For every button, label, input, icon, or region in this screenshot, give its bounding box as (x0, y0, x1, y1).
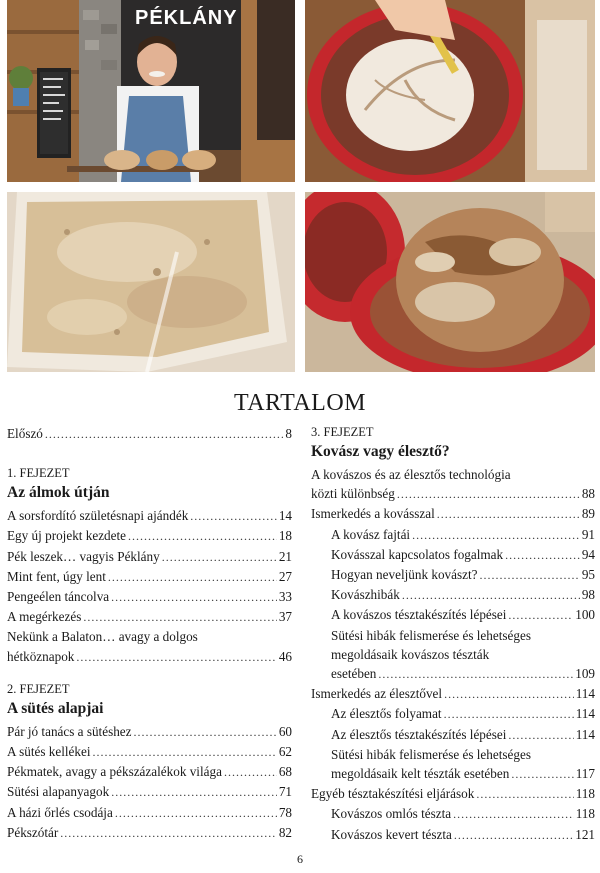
toc-entry-title-line: Sütési hibák felismerése és lehetséges (331, 627, 531, 643)
toc-entry-page: 91 (581, 526, 595, 542)
toc-subentry[interactable] (311, 825, 595, 845)
toc-leader-dots (508, 726, 573, 745)
toc-entry-page: 27 (278, 568, 292, 584)
toc-subentry[interactable] (311, 525, 595, 545)
toc-entry-page: 21 (278, 548, 292, 564)
toc-leader-dots (437, 505, 580, 524)
scoring-dough-photo (305, 0, 595, 182)
toc-entry[interactable] (7, 803, 292, 823)
dough-in-container-photo (7, 192, 295, 372)
toc-entry-title: Pár jó tanács a sütéshez (7, 723, 132, 739)
toc-entry-page: 118 (575, 786, 595, 802)
toc-leader-dots (511, 765, 573, 784)
toc-right-column (311, 424, 595, 845)
baked-loaf-photo (305, 192, 595, 372)
toc-leader-dots (454, 826, 573, 845)
toc-leader-dots (111, 588, 277, 607)
toc-entry-page: 46 (278, 648, 292, 664)
page-number: 6 (297, 852, 303, 866)
toc-leader-dots (444, 705, 574, 724)
toc-entry-title: Ismerkedés az élesztővel (311, 686, 443, 702)
toc-entry[interactable] (311, 784, 595, 804)
toc-subentry[interactable] (311, 704, 595, 724)
toc-entry-page: 68 (278, 764, 292, 780)
toc-entry-page: 95 (581, 567, 595, 583)
toc-entry[interactable] (7, 547, 292, 567)
toc-entry-title-line: megoldásaik kelt tészták esetében (331, 766, 510, 782)
toc-leader-dots (108, 568, 277, 587)
toc-subentry[interactable] (311, 804, 595, 824)
toc-leader-dots (412, 526, 580, 545)
toc-entry[interactable] (7, 762, 292, 782)
toc-entry-page: 114 (575, 706, 595, 722)
toc-entry-page: 37 (278, 609, 292, 625)
toc-heading: TARTALOM (233, 390, 367, 416)
toc-entry-title: Az élesztős tésztakészítés lépései (331, 726, 507, 742)
toc-leader-dots (162, 548, 277, 567)
toc-entry-title: Kovászhibák (331, 587, 400, 603)
toc-leader-dots (76, 648, 276, 667)
toc-entry-title: Pékszótár (7, 824, 59, 840)
toc-entry-page: 98 (581, 587, 595, 603)
toc-subentry[interactable] (311, 605, 595, 625)
toc-leader-dots (115, 804, 277, 823)
toc-entry-title: A kovászos tésztakészítés lépései (331, 607, 507, 623)
toc-entry-page: 88 (581, 486, 595, 502)
toc-subentry-multiline[interactable] (311, 745, 595, 784)
toc-entry-eloszo[interactable] (7, 424, 292, 444)
toc-entry-page: 14 (278, 508, 292, 524)
toc-entry-page: 89 (581, 506, 595, 522)
toc-entry-title-line: közti különbség (311, 486, 395, 502)
toc-leader-dots (453, 805, 574, 824)
toc-entry-title: Előszó (7, 426, 43, 441)
toc-leader-dots (134, 723, 277, 742)
toc-subentry-multiline[interactable] (311, 626, 595, 685)
toc-leader-dots (83, 608, 276, 627)
toc-entry-title-line: Nekünk a Balaton… avagy a dolgos (7, 629, 198, 645)
toc-entry[interactable] (7, 823, 292, 843)
toc-entry-title: Pék leszek… vagyis Péklány (7, 548, 160, 564)
toc-entry[interactable] (7, 782, 292, 802)
baker-at-shop-photo (7, 0, 295, 182)
toc-entry[interactable] (311, 504, 595, 524)
toc-leader-dots (190, 507, 277, 526)
toc-entry-page: 118 (575, 806, 595, 822)
toc-entry[interactable] (7, 607, 292, 627)
toc-entry-title: Az élesztős folyamat (331, 706, 442, 722)
toc-entry-page: 18 (278, 528, 292, 544)
chapter-number: 1. FEJEZET (7, 466, 70, 481)
toc-leader-dots (397, 485, 580, 504)
toc-entry[interactable] (7, 526, 292, 546)
toc-entry-title: Kovászos omlós tészta (331, 806, 452, 822)
toc-entry-title: Hogyan neveljünk kovászt? (331, 567, 478, 583)
toc-entry-title: A kovász fajtái (331, 526, 411, 542)
toc-entry-page: 100 (575, 607, 595, 623)
toc-subentry[interactable] (311, 565, 595, 585)
toc-entry-title: Ismerkedés a kovásszal (311, 506, 435, 522)
toc-entry-title-line: esetében (331, 666, 377, 682)
toc-entry-page: 117 (575, 766, 595, 782)
toc-subentry[interactable] (311, 725, 595, 745)
toc-entry-title: A sütés kellékei (7, 744, 91, 760)
toc-leader-dots (505, 546, 580, 565)
toc-entry-title: Egy új projekt kezdete (7, 528, 127, 544)
toc-entry-page: 114 (575, 726, 595, 742)
toc-entry-page: 114 (575, 686, 595, 702)
toc-leader-dots (378, 665, 573, 684)
toc-leader-dots (93, 743, 277, 762)
toc-entry-page: 78 (278, 804, 292, 820)
toc-leader-dots (402, 586, 580, 605)
toc-subentry[interactable] (311, 585, 595, 605)
toc-left-column (7, 424, 292, 843)
toc-entry-page: 33 (278, 589, 292, 605)
toc-entry-page: 60 (278, 723, 292, 739)
chapter-title: Kovász vagy élesztő? (311, 443, 450, 460)
chapter-title: A sütés alapjai (7, 699, 104, 717)
toc-leader-dots (224, 763, 277, 782)
toc-entry-multiline[interactable] (311, 465, 595, 504)
toc-entry[interactable] (7, 587, 292, 607)
chapter-number: 2. FEJEZET (7, 681, 70, 696)
toc-entry-page: 8 (285, 426, 292, 441)
toc-entry-title-line: megoldásaik kovászos tészták (331, 646, 490, 662)
toc-entry-page: 62 (278, 744, 292, 760)
toc-leader-dots (444, 685, 574, 704)
toc-entry-title: Kovásszal kapcsolatos fogalmak (331, 546, 504, 562)
toc-entry-page: 121 (575, 826, 595, 842)
toc-subentry[interactable] (311, 545, 595, 565)
chapter-title: Az álmok útján (7, 484, 110, 502)
toc-entry-title: Pengeélen táncolva (7, 589, 110, 605)
toc-leader-dots (128, 527, 277, 546)
toc-entry-title: A házi őrlés csodája (7, 804, 113, 820)
toc-entry[interactable] (7, 567, 292, 587)
toc-leader-dots (111, 783, 277, 802)
toc-entry[interactable] (7, 506, 292, 526)
toc-entry-page: 94 (581, 546, 595, 562)
toc-leader-dots (480, 566, 580, 585)
toc-entry-title-line: A kovászos és az élesztős technológia (311, 467, 511, 482)
toc-entry-title: Mint fent, úgy lent (7, 568, 106, 584)
toc-entry-title: Sütési alapanyagok (7, 784, 110, 800)
toc-entry-page: 109 (575, 666, 595, 682)
toc-leader-dots (45, 425, 284, 444)
toc-entry-multiline[interactable] (7, 627, 292, 666)
chapter-number: 3. FEJEZET (311, 425, 374, 439)
toc-entry-title: Pékmatek, avagy a pékszázalékok világa (7, 764, 222, 780)
toc-entry[interactable] (311, 684, 595, 704)
toc-entry-page: 82 (278, 824, 292, 840)
toc-entry-title: A megérkezés (7, 609, 82, 625)
toc-entry-title: Egyéb tésztakészítési eljárások (311, 786, 475, 802)
toc-entry-page: 71 (278, 784, 292, 800)
toc-entry[interactable] (7, 722, 292, 742)
shop-sign-text: PÉKLÁNY (135, 7, 238, 29)
toc-entry-title-line: Sütési hibák felismerése és lehetséges (331, 746, 531, 762)
toc-entry-title: Kovászos kevert tészta (331, 826, 452, 842)
toc-leader-dots (60, 824, 277, 843)
toc-entry[interactable] (7, 742, 292, 762)
toc-entry-title-line: hétköznapok (7, 648, 75, 664)
toc-leader-dots (476, 785, 573, 804)
toc-leader-dots (508, 606, 573, 625)
toc-entry-title: A sorsfordító születésnapi ajándék (7, 508, 189, 524)
